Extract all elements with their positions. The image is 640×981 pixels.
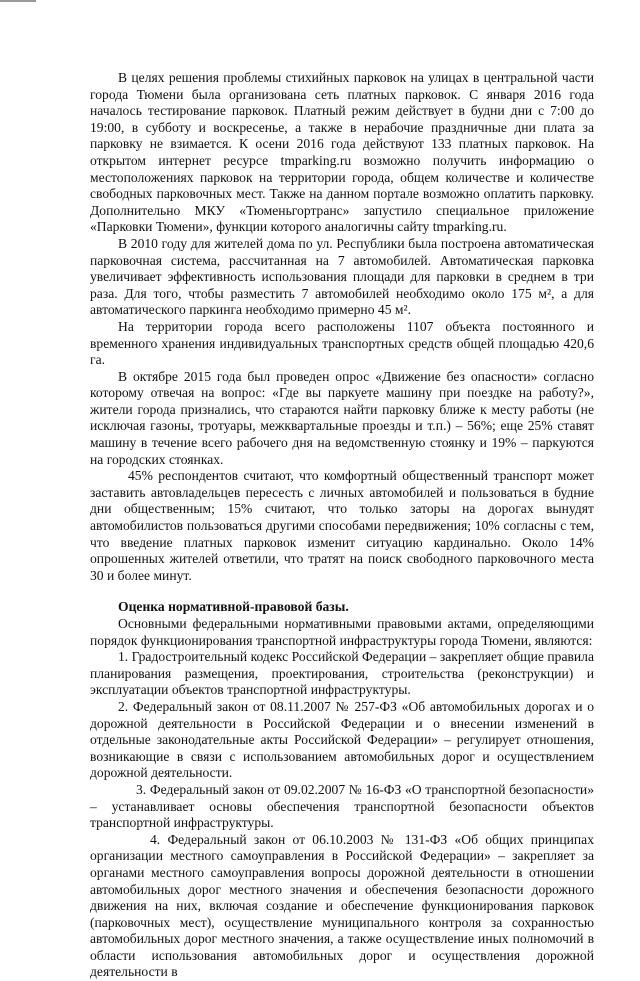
paragraph-automatic-parking: В 2010 году для жителей дома по ул. Республики была построена автоматическая парковочная система, рассчитанная на 7 автомобилей. Автоматическая парковка увеличивает эффективность использования площади для парковки в среднем в три раза. Для того, чтобы разместить 7 автомобилей необходимо около 175 м², а для автоматического паркинга необходимо примерно 45 м². — [90, 235, 594, 318]
list-item: 4. Федеральный закон от 06.10.2003 № 131-ФЗ «Об общих принципах организации местного самоуправления в Российской Федерации» – закрепляет за органами местного самоуправления вопросы дорожной деятельности в отношении автомобильных дорог местного значения и обеспечения безопасности дорожного движения на них, включая создание и обеспечение функционирования парковок (парковочных мест), осуществление муниципального контроля за сохранностью автомобильных дорог местного значения, а также осуществление иных полномочий в области использования автомобильных дорог и осуществления дорожной деятельности в — [90, 831, 594, 980]
document-page — [90, 70, 594, 981]
section-intro: Основными федеральными нормативными правовыми актами, определяющими порядок функционирования транспортной инфраструктуры города Тюмени, являются: — [90, 616, 594, 648]
section-gap — [90, 584, 594, 599]
paragraph-paid-parking: В целях решения проблемы стихийных парковок на улицах в центральной части города Тюмени была организована сеть платных парковок. С января 2016 года началось тестирование парковок. Платный режим действует в будни дни с 7:00 до 19:00, в субботу и воскресенье, а также в нерабочие праздничные дни плата за парковку не взимается. К осени 2016 года действуют 133 платных парковок. На открытом интернет ресурсе tmparking.ru возможно получить информацию о местоположениях парковок на территории города, общем количестве и количестве свободных парковочных мест. Также на данном портале возможно оплатить парковку. Дополнительно МКУ «Тюменьгортранс» запустило специальное приложение «Парковки Тюмени», функции которого аналогичны сайту tmparking.ru. — [90, 70, 594, 235]
list-item: 2. Федеральный закон от 08.11.2007 № 257-ФЗ «Об автомобильных дорогах и о дорожной деятельности в Российской Федерации и о внесении изменений в отдельные законодательные акты Российской Федерации» – регулирует отношения, возникающие в связи с использованием автомобильных дорог и осуществлением дорожной деятельности. — [90, 698, 594, 781]
list-item: 1. Градостроительный кодекс Российской Федерации – закрепляет общие правила планирования размещения, проектирования, строительства (реконструкции) и эксплуатации объектов транспортной инфраструктуры. — [90, 649, 594, 698]
paragraph-survey: В октябре 2015 года был проведен опрос «Движение без опасности» согласно которому отвечая на вопрос: «Где вы паркуете машину при поездке на работу?», жители города признались, что стараются найти парковку ближе к месту работы (не исключая газоны, тротуары, межквартальные проезды и т.п.) – 56%; еще 25% ставят машину в течение всего рабочего дня на ведомственную стоянку и 19% – паркуются на городских стоянках. — [90, 368, 594, 467]
paragraph-respondents: 45% респондентов считают, что комфортный общественный транспорт может заставить автовладельцев пересесть с личных автомобилей и пользоваться в будние дни общественным; 15% считают, что только заторы на дорогах вынудят автомобилистов пользоваться другими способами передвижения; 10% согласны с тем, что введение платных парковок изменит ситуацию кардинально. Около 14% опрошенных жителей ответили, что тратят на поиск свободного парковочного места 30 и более минут. — [90, 468, 594, 583]
section-heading: Оценка нормативной-правовой базы. — [118, 599, 349, 615]
scan-corner-mark — [0, 0, 36, 2]
list-item: 3. Федеральный закон от 09.02.2007 № 16-ФЗ «О транспортной безопасности» – устанавливает основы обеспечения транспортной безопасности объектов транспортной инфраструктуры. — [90, 781, 594, 831]
paragraph-storage-objects: На территории города всего расположены 1107 объекта постоянного и временного хранения индивидуальных транспортных средств общей площадью 420,6 га. — [90, 318, 594, 368]
